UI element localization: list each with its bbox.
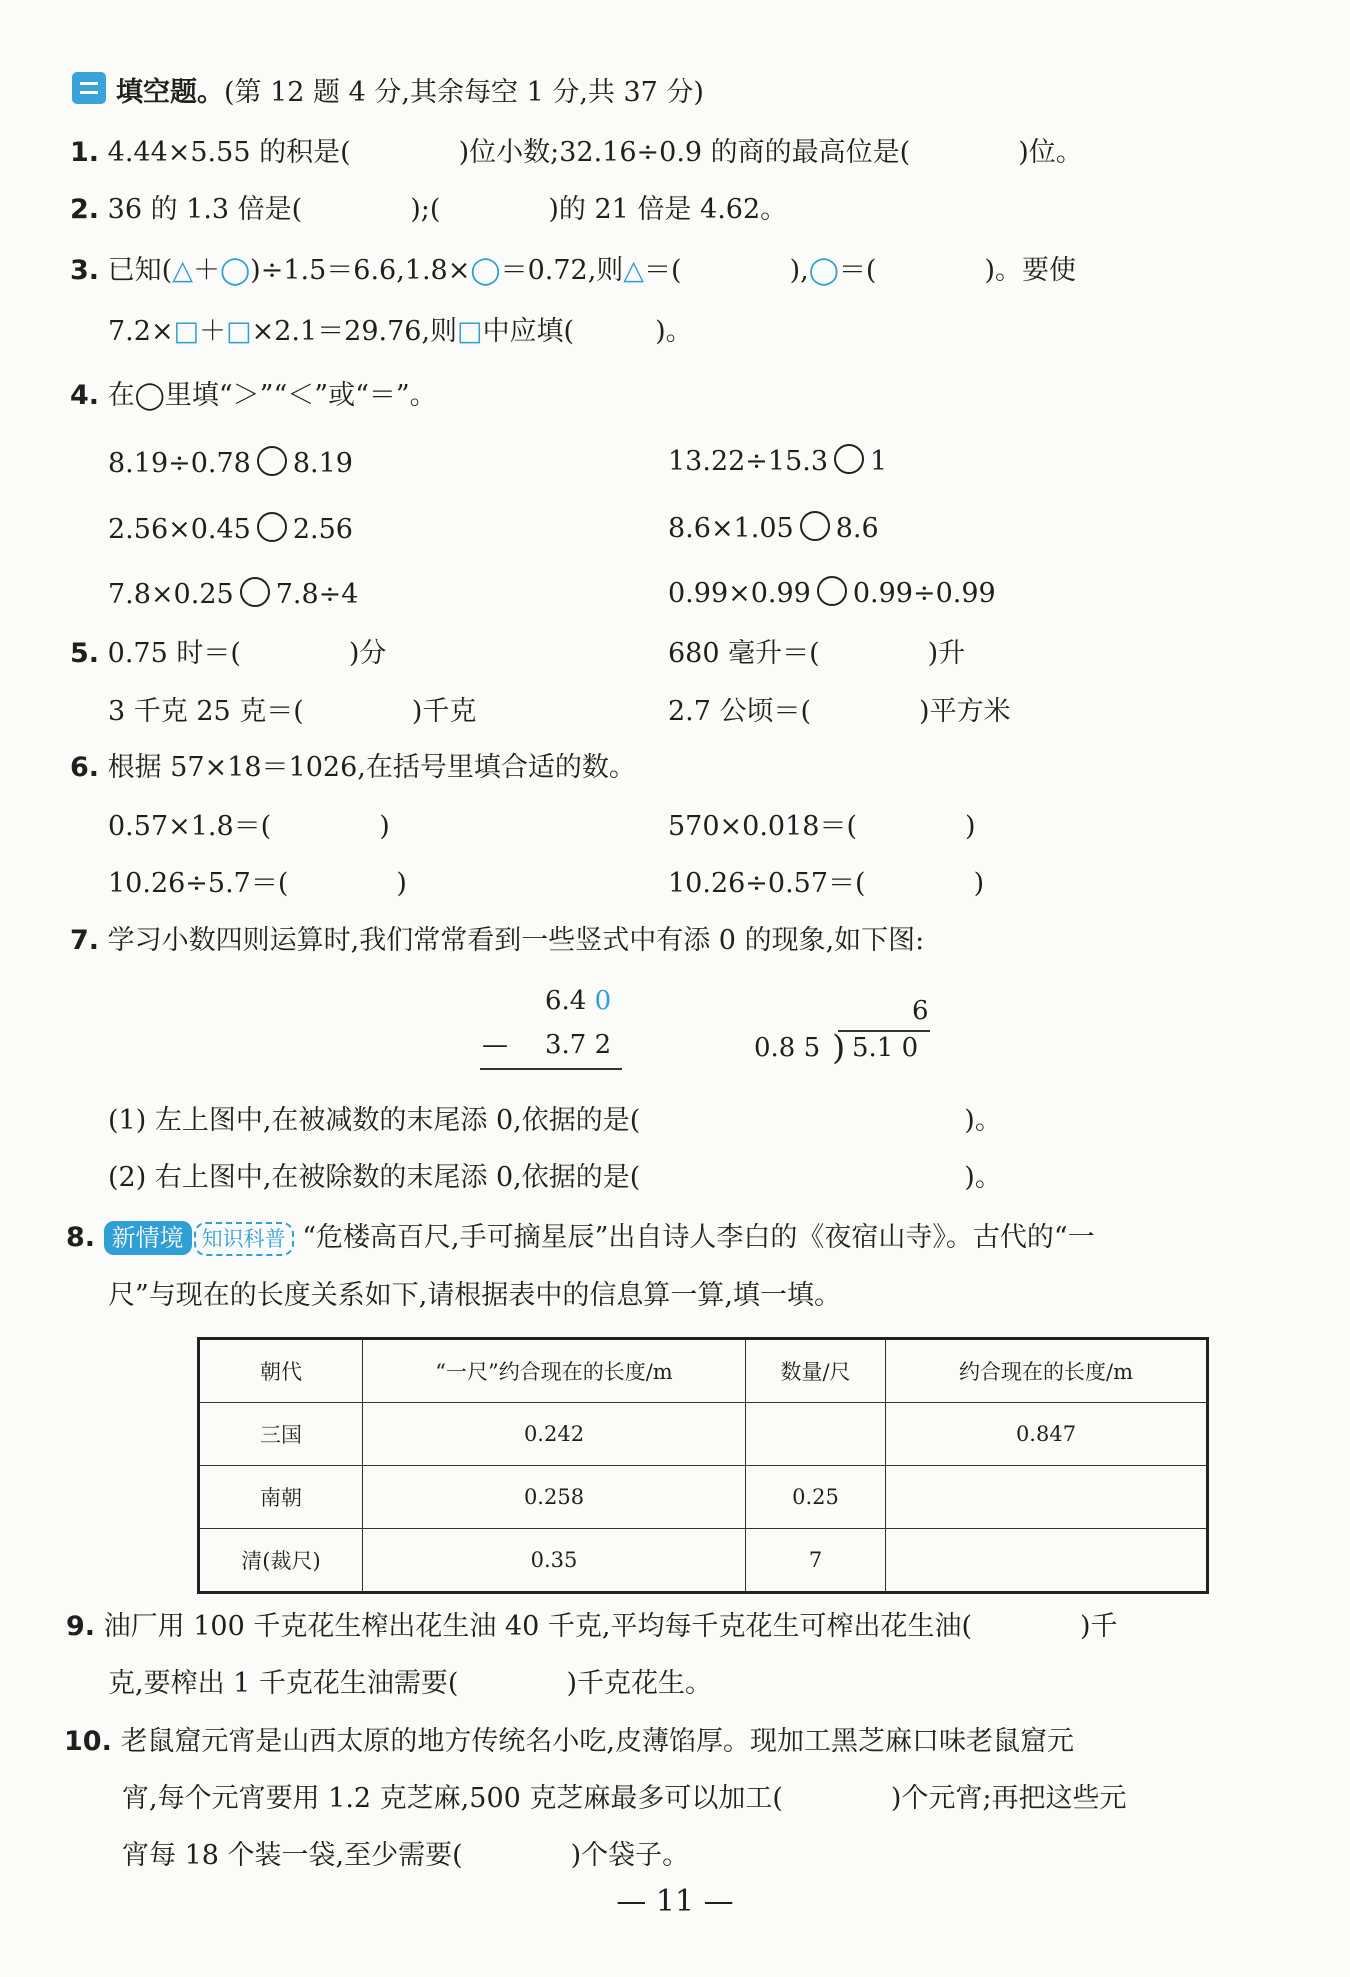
circle-icon: ◯ [219, 255, 251, 286]
square-icon: □ [173, 316, 200, 347]
section-note: (第 12 题 4 分,其余每空 1 分,共 37 分) [224, 77, 704, 108]
question-4 [70, 380, 437, 412]
table-row [199, 1466, 1208, 1529]
table-cell: 清(裁尺) [199, 1529, 363, 1593]
q8-number: 8. [66, 1222, 96, 1253]
q6-text: 根据 57×18＝1026,在括号里填合适的数。 [107, 752, 636, 783]
q4-item-left: 13.22÷15.3 [668, 446, 829, 477]
table-cell[interactable] [886, 1529, 1208, 1593]
q3-part2: )÷1.5＝6.6,1.8× [250, 255, 471, 286]
circle-icon: ◯ [808, 255, 839, 286]
q4-item [108, 512, 353, 546]
q7-part2: (2) 右上图中,在被除数的末尾添 0,依据的是( )。 [108, 1162, 1002, 1193]
q3-plus: ＋ [192, 255, 220, 286]
circle-icon: ◯ [470, 255, 501, 286]
table-header: 朝代 [199, 1339, 363, 1403]
table-cell: 南朝 [199, 1466, 363, 1529]
question-3-line2 [108, 316, 693, 348]
q4-item-left: 8.6×1.05 [668, 513, 794, 544]
q4-item-left: 8.19÷0.78 [108, 448, 251, 479]
q3-line2-a: 7.2× [108, 316, 174, 347]
table-row [199, 1529, 1208, 1593]
triangle-icon: △ [172, 255, 193, 286]
q2-text: 36 的 1.3 倍是( );( )的 21 倍是 4.62。 [107, 194, 788, 225]
subtraction-subtrahend: 3.7 2 [545, 1030, 612, 1060]
q10-number: 10. [64, 1726, 112, 1757]
table-cell: 7 [746, 1529, 886, 1593]
division-divisor: 0.8 5 [754, 1033, 821, 1063]
q1-number: 1. [70, 137, 100, 168]
q4-item-left: 7.8×0.25 [108, 579, 234, 610]
q8-text2: 尺”与现在的长度关系如下,请根据表中的信息算一算,填一填。 [108, 1280, 841, 1311]
table-header: 约合现在的长度/m [886, 1339, 1208, 1403]
dynasty-table [197, 1337, 1209, 1594]
table-cell: 三国 [199, 1403, 363, 1466]
q3-part3: ＝0.72,则 [500, 255, 624, 286]
question-5 [70, 638, 386, 670]
division-quotient: 6 [912, 996, 929, 1026]
division-bracket: ) [832, 1028, 846, 1068]
table-cell: 0.25 [746, 1466, 886, 1529]
q8-text1: “危楼高百尺,手可摘星辰”出自诗人李白的《夜宿山寺》。古代的“一 [302, 1222, 1095, 1253]
q9-line2: 克,要榨出 1 千克花生油需要( )千克花生。 [108, 1668, 712, 1699]
table-header-row [199, 1339, 1208, 1403]
minuend-digits: 6.4 [545, 986, 587, 1016]
page-number: — 11 — [616, 1884, 734, 1919]
q9-number: 9. [66, 1611, 96, 1642]
q10-line1: 老鼠窟元宵是山西太原的地方传统名小吃,皮薄馅厚。现加工黑芝麻口味老鼠窟元 [120, 1726, 1075, 1757]
q4-item [668, 511, 879, 545]
q3-part1: 已知( [107, 255, 173, 286]
q4-text: 在◯里填“＞”“＜”或“＝”。 [107, 380, 437, 411]
q5-d: 2.7 公顷＝( )平方米 [668, 696, 1011, 727]
question-1 [70, 137, 1083, 169]
q3-line2-b: ＋ [199, 316, 227, 347]
q3-line2-c: ×2.1＝29.76,则 [251, 316, 458, 347]
q3-part5: ＝( )。要使 [838, 255, 1076, 286]
q9-line1: 油厂用 100 千克花生榨出花生油 40 千克,平均每千克花生可榨出花生油( )千 [103, 1611, 1118, 1642]
compare-circle-icon[interactable] [257, 446, 287, 476]
table-cell: 0.847 [886, 1403, 1208, 1466]
q4-item [668, 444, 887, 478]
q4-item-right: 2.56 [292, 514, 353, 545]
added-zero: 0 [594, 986, 612, 1016]
table-cell: 0.258 [363, 1466, 746, 1529]
q6-d: 10.26÷0.57＝( ) [668, 868, 985, 899]
q6-a: 0.57×1.8＝( ) [108, 811, 390, 842]
compare-circle-icon[interactable] [834, 444, 864, 474]
q10-line3: 宵每 18 个装一袋,至少需要( )个袋子。 [122, 1840, 690, 1871]
table-header: “一尺”约合现在的长度/m [363, 1339, 746, 1403]
compare-circle-icon[interactable] [817, 576, 847, 606]
q4-item-left: 0.99×0.99 [668, 578, 811, 609]
q4-item-right: 1 [870, 446, 888, 477]
q4-item-right: 8.19 [292, 448, 353, 479]
question-8 [66, 1221, 1095, 1256]
question-10 [64, 1726, 1074, 1758]
q4-item-right: 7.8÷4 [275, 579, 359, 610]
question-9 [66, 1611, 1118, 1643]
q7-number: 7. [70, 925, 100, 956]
knowledge-tag: 知识科普 [194, 1222, 294, 1256]
subtraction-rule [480, 1068, 622, 1070]
compare-circle-icon[interactable] [257, 512, 287, 542]
q5-a: 0.75 时＝( )分 [107, 638, 387, 669]
q6-c: 10.26÷5.7＝( ) [108, 868, 407, 899]
q4-item [108, 446, 353, 480]
q3-number: 3. [70, 255, 100, 286]
q4-item-left: 2.56×0.45 [108, 514, 251, 545]
q4-item-right: 0.99÷0.99 [852, 578, 996, 609]
compare-circle-icon[interactable] [800, 511, 830, 541]
question-3 [70, 255, 1076, 287]
q4-number: 4. [70, 380, 100, 411]
q4-item [668, 576, 996, 610]
division-bar [838, 1030, 930, 1032]
compare-circle-icon[interactable] [240, 577, 270, 607]
triangle-icon: △ [623, 255, 645, 286]
table-cell[interactable] [886, 1466, 1208, 1529]
table-cell: 0.35 [363, 1529, 746, 1593]
square-icon: □ [226, 316, 252, 347]
q6-b: 570×0.018＝( ) [668, 811, 976, 842]
q4-item [108, 577, 358, 611]
table-cell: 0.242 [363, 1403, 746, 1466]
section-heading [72, 72, 704, 109]
new-context-tag: 新情境 [104, 1221, 192, 1255]
q2-number: 2. [70, 194, 100, 225]
table-row [199, 1403, 1208, 1466]
section-badge-icon [72, 72, 106, 104]
division-dividend: 5.1 0 [852, 1033, 919, 1063]
q5-b: 680 毫升＝( )升 [668, 638, 966, 669]
section-title: 填空题。 [116, 77, 224, 108]
q5-number: 5. [70, 638, 100, 669]
q1-text: 4.44×5.55 的积是( )位小数;32.16÷0.9 的商的最高位是( )位。 [107, 137, 1083, 168]
question-6 [70, 752, 636, 784]
table-header: 数量/尺 [746, 1339, 886, 1403]
q3-part4: ＝( ), [644, 255, 809, 286]
q6-number: 6. [70, 752, 100, 783]
table-cell[interactable] [746, 1403, 886, 1466]
q5-c: 3 千克 25 克＝( )千克 [108, 696, 477, 727]
q4-item-right: 8.6 [835, 513, 879, 544]
question-7 [70, 925, 924, 957]
subtraction-minuend [545, 986, 611, 1016]
square-icon: □ [457, 316, 483, 347]
question-2 [70, 194, 787, 226]
q7-text: 学习小数四则运算时,我们常常看到一些竖式中有添 0 的现象,如下图: [107, 925, 925, 956]
q7-part1: (1) 左上图中,在被减数的末尾添 0,依据的是( )。 [108, 1105, 1002, 1136]
subtraction-sign: — [482, 1030, 508, 1060]
q3-line2-d: 中应填( )。 [482, 316, 693, 347]
q10-line2: 宵,每个元宵要用 1.2 克芝麻,500 克芝麻最多可以加工( )个元宵;再把这些元 [122, 1783, 1127, 1814]
